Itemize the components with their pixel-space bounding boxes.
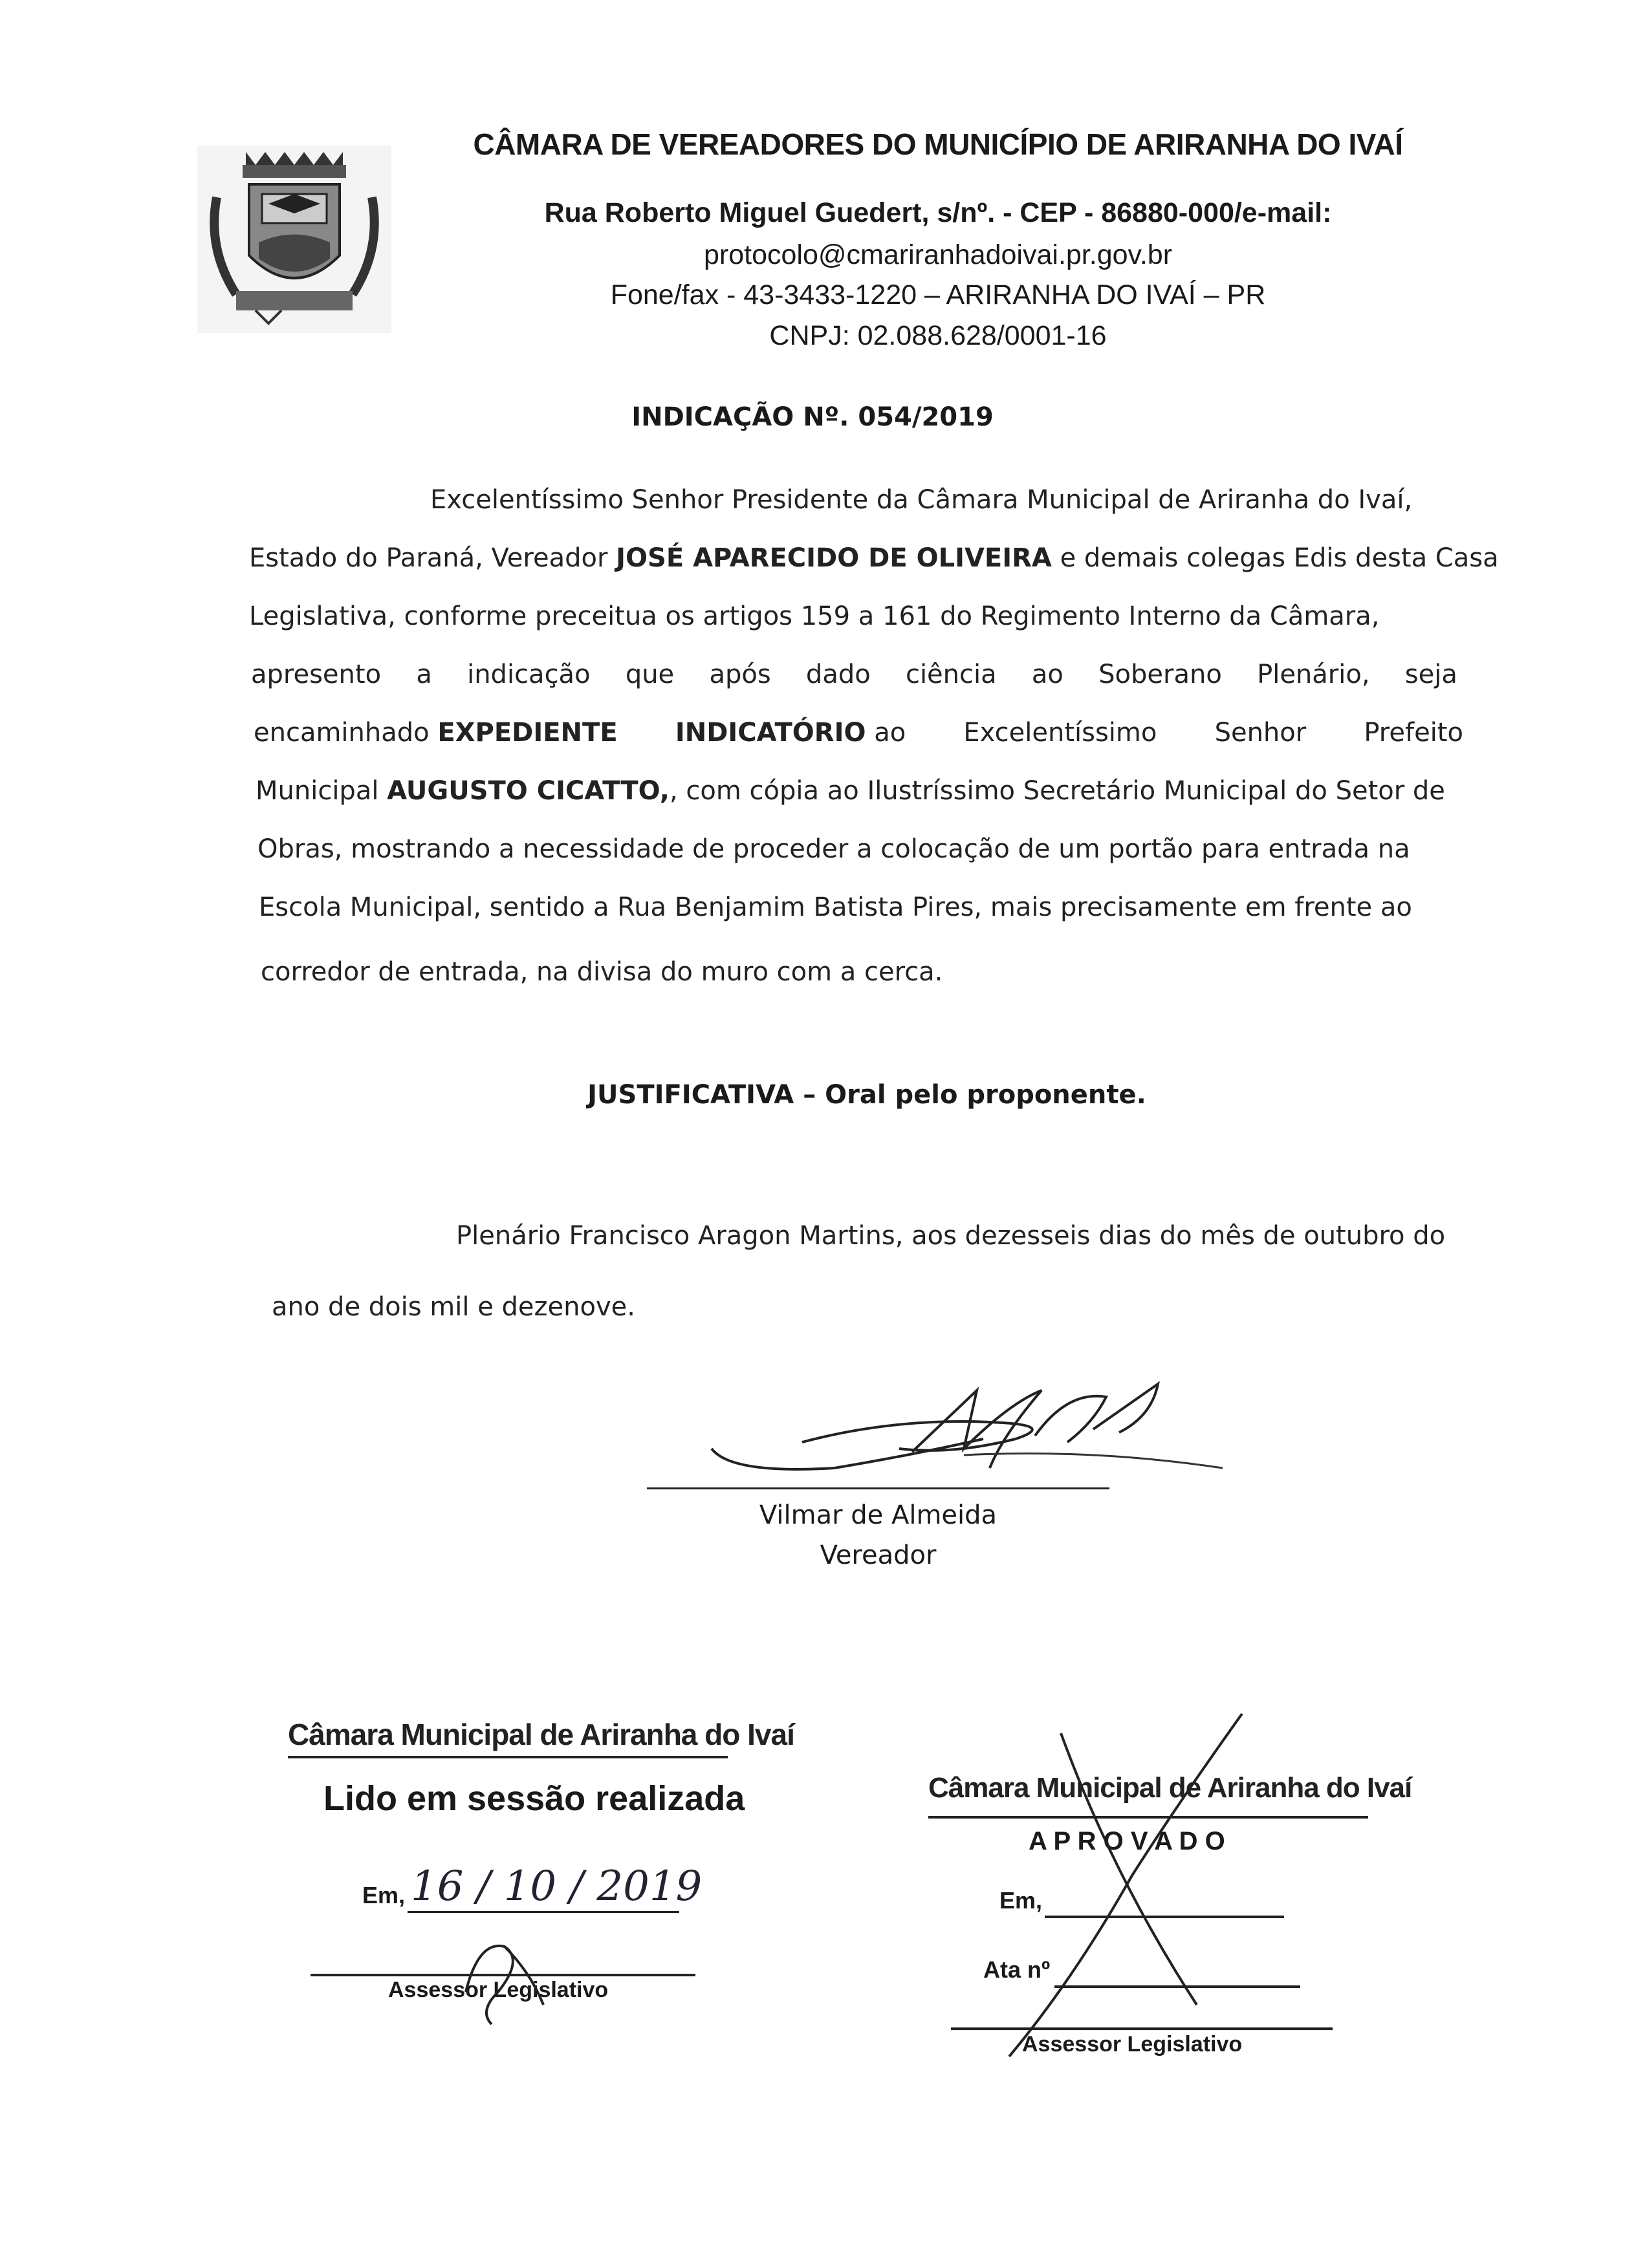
- word: que: [625, 660, 675, 689]
- body-line-2: [249, 543, 1499, 573]
- phone-line: Fone/fax - 43-3433-1220 – ARIRANHA DO IVAÍ – PR: [610, 279, 1266, 310]
- approved-stamp-cross-mark: [983, 1707, 1281, 2069]
- document-title: INDICAÇÃO Nº. 054/2019: [631, 402, 994, 432]
- word: ao: [866, 718, 906, 748]
- read-stamp-date: 16 / 10 / 2019: [411, 1863, 703, 1910]
- body-line-3: Legislativa, conforme preceitua os artigos 159 a 161 do Regimento Interno da Câmara,: [249, 601, 1380, 631]
- approved-stamp-ata-label: Ata nº: [983, 1956, 1051, 1983]
- word: seja: [1404, 660, 1457, 689]
- read-stamp-footer: Assessor Legislativo: [388, 1978, 609, 2002]
- read-stamp-title: Câmara Municipal de Ariranha do Ivaí: [288, 1718, 794, 1751]
- body-text: Estado do Paraná, Vereador: [249, 543, 616, 573]
- word: apresento: [251, 660, 382, 689]
- signatory-role: Vereador: [820, 1540, 937, 1570]
- address-line: Rua Roberto Miguel Guedert, s/nº. - CEP - 86880-000/e-mail:: [544, 197, 1332, 228]
- cnpj-line: CNPJ: 02.088.628/0001-16: [769, 320, 1107, 351]
- body-line-7: Obras, mostrando a necessidade de proceder a colocação de um portão para entrada na: [257, 834, 1410, 864]
- body-line-4: [251, 660, 1457, 689]
- word: Plenário,: [1257, 660, 1370, 689]
- word: a: [416, 660, 432, 689]
- mayor-name: AUGUSTO CICATTO,: [387, 776, 670, 806]
- body-text: , com cópia ao Ilustríssimo Secretário Municipal do Setor de: [669, 776, 1445, 806]
- signature-line: [647, 1487, 1109, 1489]
- councilor-name: JOSÉ APARECIDO DE OLIVEIRA: [616, 543, 1052, 573]
- word: Excelentíssimo: [963, 718, 1157, 748]
- approved-stamp-footer: Assessor Legislativo: [1022, 2032, 1243, 2057]
- closing-line-2: ano de dois mil e dezenove.: [272, 1292, 635, 1322]
- word: Soberano: [1098, 660, 1222, 689]
- word: dado: [805, 660, 871, 689]
- word: Prefeito: [1364, 718, 1463, 748]
- word: ciência: [905, 660, 997, 689]
- read-stamp-underline: [288, 1756, 728, 1758]
- approved-stamp-date-label: Em,: [999, 1887, 1043, 1914]
- handwritten-signature: [705, 1377, 1236, 1494]
- body-line-5: [254, 718, 1463, 748]
- approved-stamp-title: Câmara Municipal de Ariranha do Ivaí: [928, 1772, 1412, 1804]
- read-stamp-date-label: Em,: [362, 1882, 406, 1908]
- approved-stamp-status: A P R O V A D O: [1029, 1827, 1225, 1855]
- body-text: Municipal: [256, 776, 387, 806]
- body-text: e demais colegas Edis desta Casa: [1051, 543, 1499, 573]
- word: encaminhado: [254, 718, 438, 748]
- closing-line-1: Plenário Francisco Aragon Martins, aos dezesseis dias do mês de outubro do: [456, 1221, 1446, 1251]
- word: [675, 718, 906, 748]
- bold-word: EXPEDIENTE: [437, 718, 618, 748]
- body-line-8: Escola Municipal, sentido a Rua Benjamim Batista Pires, mais precisamente em frente ao: [259, 892, 1412, 922]
- institution-title: CÂMARA DE VEREADORES DO MUNICÍPIO DE ARIRANHA DO IVAÍ: [473, 127, 1403, 161]
- word: após: [709, 660, 771, 689]
- bold-word: INDICATÓRIO: [675, 718, 866, 748]
- signatory-name: Vilmar de Almeida: [759, 1500, 998, 1530]
- word: Senhor: [1214, 718, 1307, 748]
- read-stamp-subtitle: Lido em sessão realizada: [323, 1779, 745, 1818]
- body-line-9: corredor de entrada, na divisa do muro com a cerca.: [261, 957, 943, 987]
- body-line-1: Excelentíssimo Senhor Presidente da Câmara Municipal de Ariranha do Ivaí,: [430, 485, 1413, 515]
- justification: JUSTIFICATIVA – Oral pelo proponente.: [587, 1080, 1146, 1110]
- read-stamp-date-line: [408, 1911, 679, 1913]
- word: [254, 718, 618, 748]
- word: ao: [1031, 660, 1063, 689]
- read-stamp-signature: [453, 1934, 556, 2031]
- coat-of-arms-icon: [197, 146, 391, 333]
- email-line: protocolo@cmariranhadoivai.pr.gov.br: [703, 239, 1173, 270]
- word: indicação: [467, 660, 591, 689]
- body-line-6: [256, 776, 1445, 806]
